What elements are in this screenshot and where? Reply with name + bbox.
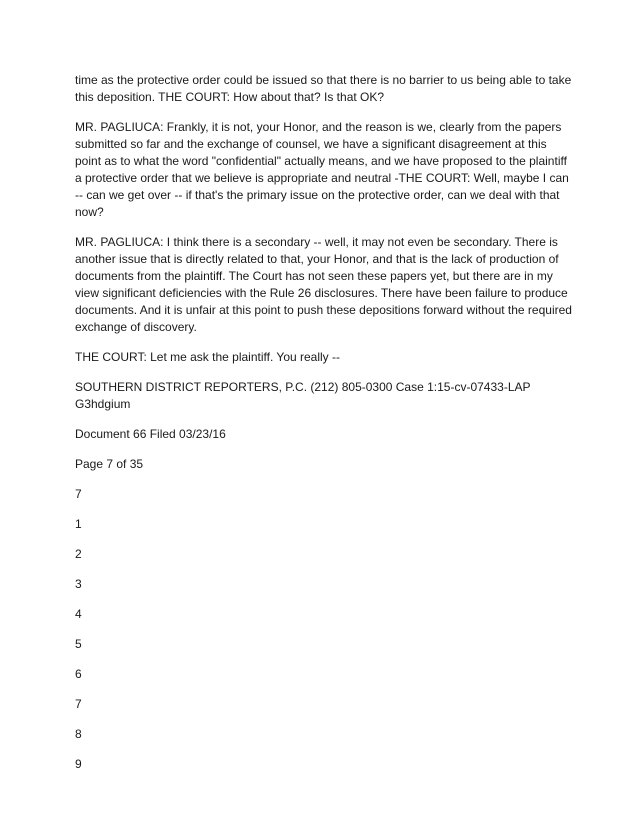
transcript-paragraph-4: THE COURT: Let me ask the plaintiff. You really -- [75,350,341,364]
line-number: 7 [75,697,82,711]
line-number: 6 [75,667,82,681]
transcript-paragraph-1: time as the protective order could be issued so that there is no barrier to us being able to take this deposition. THE COURT: How about that? Is that OK? [75,73,572,104]
line-number: 9 [75,757,82,771]
page-indicator: Page 7 of 35 [75,457,144,471]
line-number: 7 [75,487,82,501]
line-number: 2 [75,547,82,561]
line-number: 1 [75,517,82,531]
line-number: 3 [75,577,82,591]
line-number: 8 [75,727,82,741]
document-page [75,72,575,786]
line-number-list [75,486,575,773]
transcript-paragraph-2: MR. PAGLIUCA: Frankly, it is not, your Honor, and the reason is we, clearly from the papers submitted so far and the exchange of counsel, we have a significant disagreement at this point as to what the word "confidential" actually means, and we have proposed to the plaintiff a protective order that we believe is appropriate and neutral -THE COURT: Well, maybe I can -- can we get over -- if that's the primary issue on the protective order, can we deal with that now? [75,120,569,219]
line-number: 5 [75,637,82,651]
document-filed-line: Document 66 Filed 03/23/16 [75,427,226,441]
reporter-header: SOUTHERN DISTRICT REPORTERS, P.C. (212) 805-0300 Case 1:15-cv-07433-LAP G3hdgium [75,380,531,411]
transcript-paragraph-3: MR. PAGLIUCA: I think there is a secondary -- well, it may not even be secondary. There is another issue that is directly related to that, your Honor, and that is the lack of production of documents from the plaintiff. The Court has not seen these papers yet, but there are in my view significant deficiencies with the Rule 26 disclosures. There have been failure to produce documents. And it is unfair at this point to push these depositions forward without the required exchange of discovery. [75,235,572,334]
line-number: 4 [75,607,82,621]
